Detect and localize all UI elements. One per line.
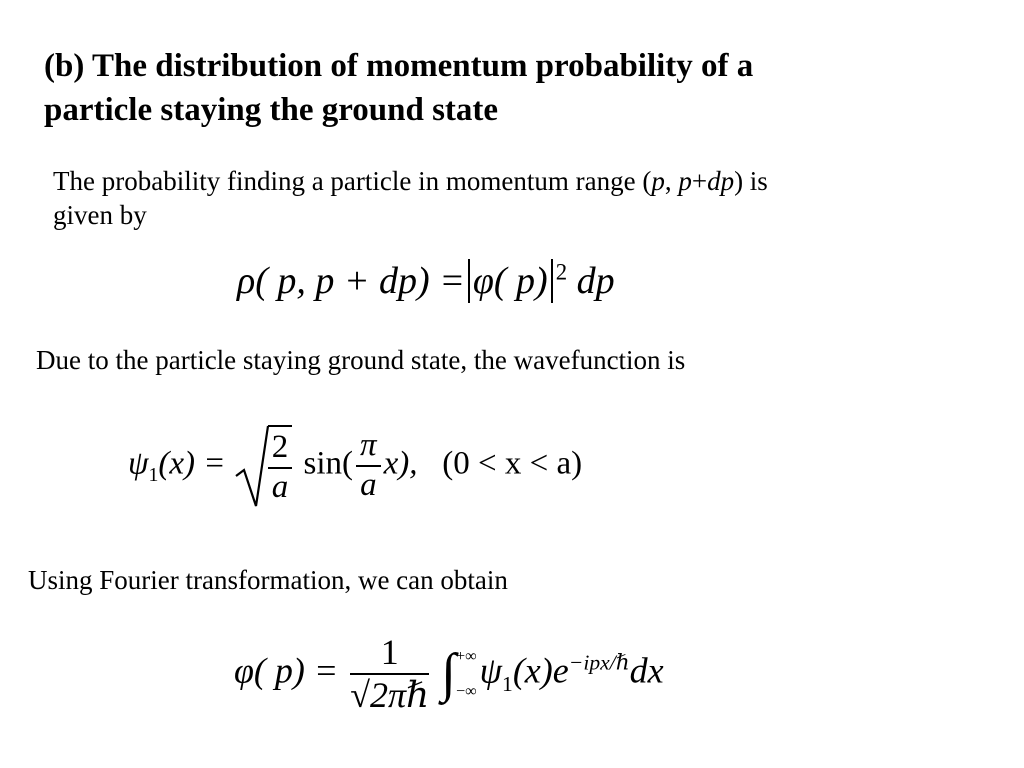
- intro-end: ) is: [734, 166, 768, 196]
- phi-lhs: φ( p) =: [234, 650, 339, 691]
- phi-symbol: φ: [472, 260, 494, 302]
- var-dp: dp: [707, 166, 735, 196]
- normalization-numerator: 1: [350, 632, 429, 675]
- psi-subscript: 1: [148, 464, 159, 487]
- sqrt-denominator: a: [271, 469, 289, 505]
- comma: ,: [664, 166, 679, 196]
- eq1-dp: dp: [576, 260, 615, 302]
- sqrt-expression: [234, 424, 296, 508]
- intro-line-2: given by: [53, 200, 147, 230]
- dx: dx: [629, 650, 664, 691]
- lower-limit: −∞: [455, 682, 477, 701]
- pi-over-a: [356, 427, 381, 505]
- rho-symbol: ρ: [237, 260, 256, 302]
- integral-limits: [456, 648, 477, 701]
- psi-subscript: 1: [502, 671, 513, 696]
- intro-paragraph: [53, 164, 983, 232]
- a-denominator: a: [360, 467, 377, 503]
- slide-title-line-1: (b) The distribution of momentum probability of a: [44, 48, 754, 84]
- wavefunction-equation: [128, 424, 582, 508]
- plus-sign: +: [691, 166, 708, 196]
- power-two: 2: [555, 259, 568, 285]
- exponent: −ipx/ℏ: [568, 650, 630, 675]
- probability-density-equation: [237, 259, 615, 303]
- upper-limit: +∞: [455, 646, 477, 665]
- two-pi-hbar: 2πℏ: [369, 675, 430, 716]
- domain-range: (0 < x < a): [442, 445, 583, 482]
- psi-symbol: ψ: [128, 445, 149, 482]
- intro-text: The probability finding a particle in momentum range (: [53, 166, 652, 196]
- sqrt-icon: [234, 424, 270, 508]
- sqrt-icon: √: [350, 675, 370, 716]
- slide-title: [44, 44, 984, 132]
- abs-bar-right: [551, 259, 553, 303]
- phi-argument: ( p): [493, 260, 548, 302]
- var-p: p: [651, 166, 665, 196]
- eq1-arguments: ( p, p + dp) =: [255, 260, 465, 302]
- integral-icon: ∫: [441, 642, 456, 703]
- pi-numerator: π: [356, 427, 381, 467]
- sin-function: sin(: [303, 445, 354, 482]
- x-argument: x),: [383, 445, 418, 482]
- normalization-denominator: [350, 675, 429, 716]
- var-p2: p: [678, 166, 692, 196]
- wavefunction-paragraph: Due to the particle staying ground state, the wavefunction is: [36, 345, 686, 375]
- slide-title-line-2: particle staying the ground state: [44, 92, 499, 128]
- abs-bar-left: [468, 259, 470, 303]
- psi-symbol: ψ: [479, 650, 503, 691]
- fourier-paragraph: Using Fourier transformation, we can obtain: [28, 565, 508, 595]
- psi-argument: (x) =: [158, 445, 226, 482]
- sqrt-fraction: [268, 425, 293, 507]
- sqrt-numerator: 2: [268, 429, 293, 469]
- normalization-fraction: [350, 632, 429, 717]
- fourier-transform-equation: [234, 632, 664, 717]
- integrand-body: (x)e: [512, 650, 569, 691]
